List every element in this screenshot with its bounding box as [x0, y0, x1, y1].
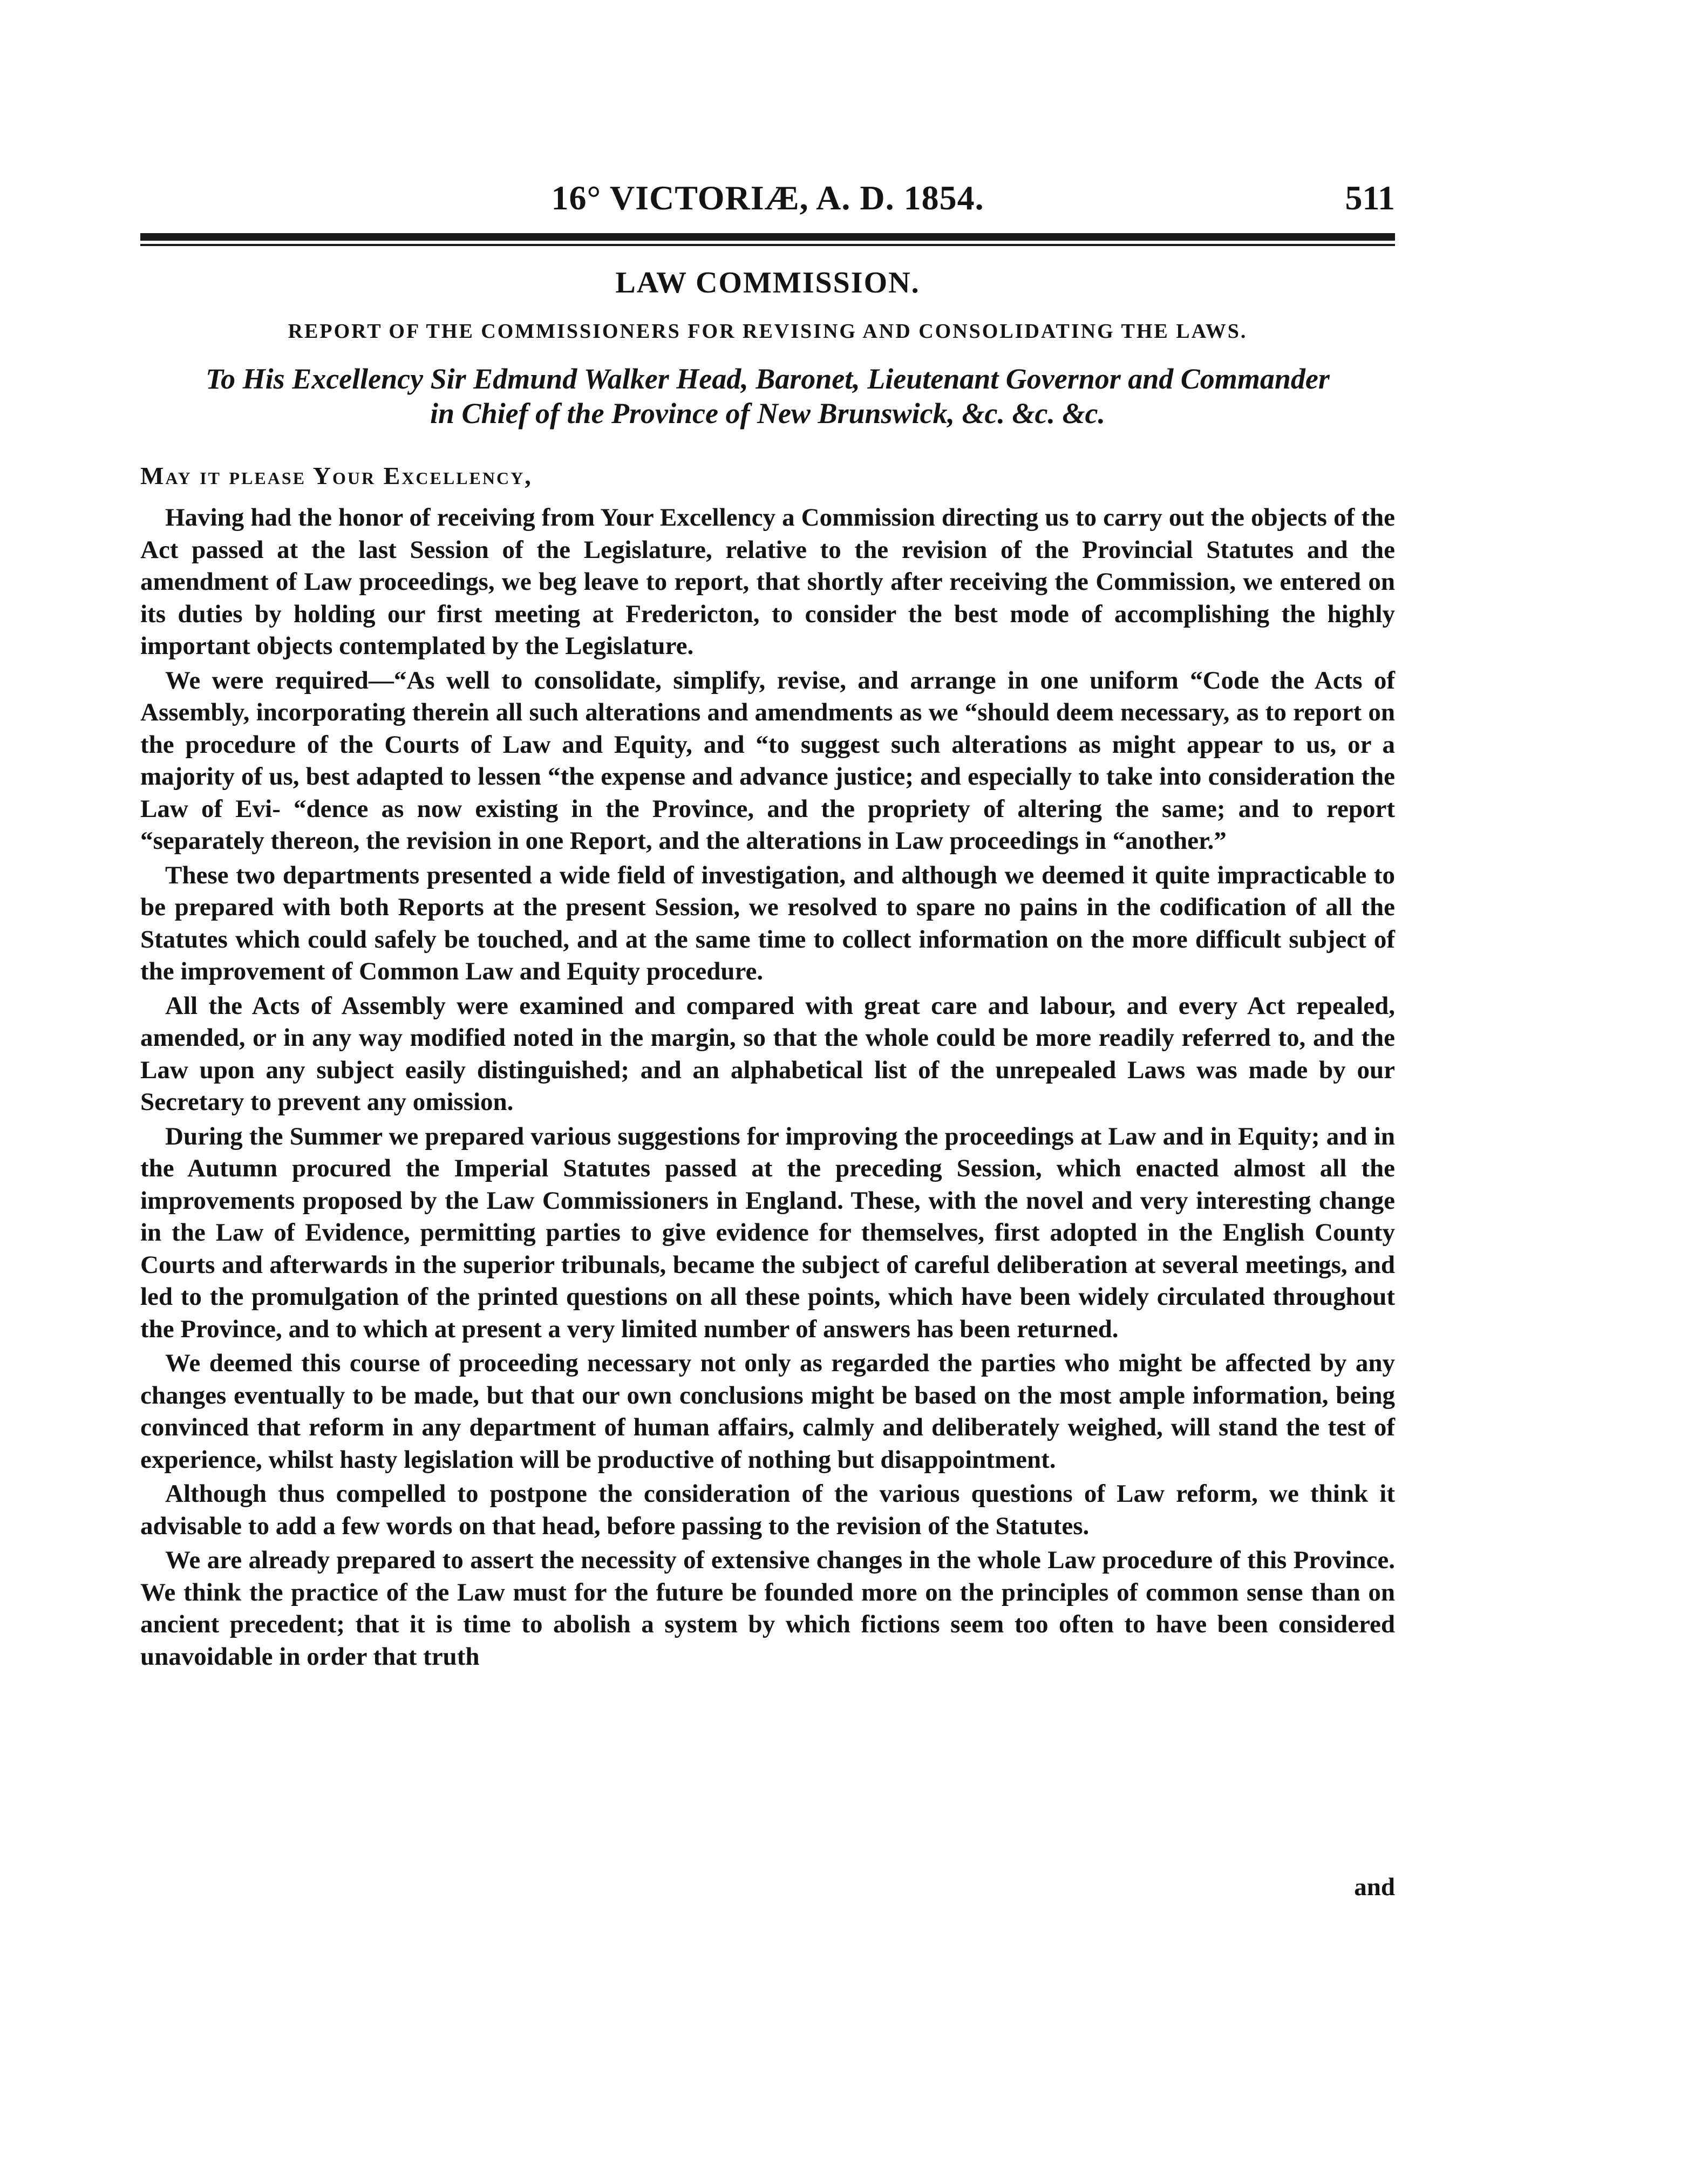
address-line-2: in Chief of the Province of New Brunswick, &c. &c. &c. [430, 397, 1105, 430]
paragraph: We are already prepared to assert the necessity of extensive changes in the whole Law procedure of this Province. We think the practice of the Law must for the future be founded more on the principles of common sense than on ancient precedent; that it is time to abolish a system by which fictions seem too often to have been considered unavoidable in order that truth [140, 1546, 1395, 1671]
address-line-1: To His Excellency Sir Edmund Walker Head, Baronet, Lieutenant Governor and Commander [206, 363, 1330, 395]
section-title: LAW COMMISSION. [615, 266, 920, 299]
paragraph: These two departments presented a wide field of investigation, and although we deemed it quite impracticable to be prepared with both Reports at the present Session, we resolved to spare no pains in the codification of all the Statutes which could safely be touched, and at the same time to collect information on the more difficult subject of the improvement of Common Law and Equity procedure. [140, 861, 1395, 985]
catchword: and [1354, 1873, 1395, 1901]
report-subtitle: REPORT OF THE COMMISSIONERS FOR REVISING AND CONSOLIDATING THE LAWS. [288, 320, 1248, 343]
paragraph: All the Acts of Assembly were examined and compared with great care and labour, and every Act repealed, amended, or in any way modified noted in the margin, so that the whole could be more readily referred to, and the Law upon any subject easily distinguished; and an alphabetical list of the unrepealed Laws was made by our Secretary to prevent any omission. [140, 991, 1395, 1116]
header-rule [140, 233, 1395, 241]
paragraph: Although thus compelled to postpone the consideration of the various questions of Law reform, we think it advisable to add a few words on that head, before passing to the revision of the Statutes. [140, 1480, 1395, 1540]
header-title: 16° VICTORIÆ, A. D. 1854. [551, 179, 984, 217]
address-block [140, 362, 1395, 431]
page-number: 511 [1345, 179, 1395, 217]
paragraph: We deemed this course of proceeding necessary not only as regarded the parties who might be affected by any changes eventually to be made, but that our own conclusions might be based on the most ample information, being convinced that reform in any department of human affairs, calmly and deliberately weighed, will stand the test of experience, whilst hasty legislation will be productive of nothing but disappointment. [140, 1349, 1395, 1474]
paragraph: We were required—“As well to consolidate, simplify, revise, and arrange in one uniform “Code the Acts of Assembly, incorporating therein all such alterations and amendments as we “should deem necessary, as to report on the procedure of the Courts of Law and Equity, and “to suggest such alterations as might appear to us, or a majority of us, best adapted to lessen “the expense and advance justice; and especially to take into consideration the Law of Evi- “dence as now existing in the Province, and the propriety of altering the same; and to report “separately thereon, the revision in one Report, and the alterations in Law proceedings in “another.” [140, 666, 1395, 855]
report-body [140, 502, 1395, 1675]
header-rule-thin [140, 244, 1395, 246]
salutation: May it please Your Excellency, [140, 462, 533, 489]
paragraph: Having had the honor of receiving from Your Excellency a Commission directing us to carry out the objects of the Act passed at the last Session of the Legislature, relative to the revision of the Provincial Statutes and the amendment of Law proceedings, we beg leave to report, that shortly after receiving the Commission, we entered on its duties by holding our first meeting at Fredericton, to consider the best mode of accomplishing the highly important objects contemplated by the Legislature. [140, 503, 1395, 660]
running-header [140, 178, 1395, 232]
paragraph: During the Summer we prepared various suggestions for improving the proceedings at Law and in Equity; and in the Autumn procured the Imperial Statutes passed at the preceding Session, which enacted almost all the improvements proposed by the Law Commissioners in England. These, with the novel and very interesting change in the Law of Evidence, permitting parties to give evidence for themselves, first adopted in the English County Courts and afterwards in the superior tribunals, became the subject of careful deliberation at several meetings, and led to the promulgation of the printed questions on all these points, which have been widely circulated throughout the Province, and to which at present a very limited number of answers has been returned. [140, 1122, 1395, 1343]
